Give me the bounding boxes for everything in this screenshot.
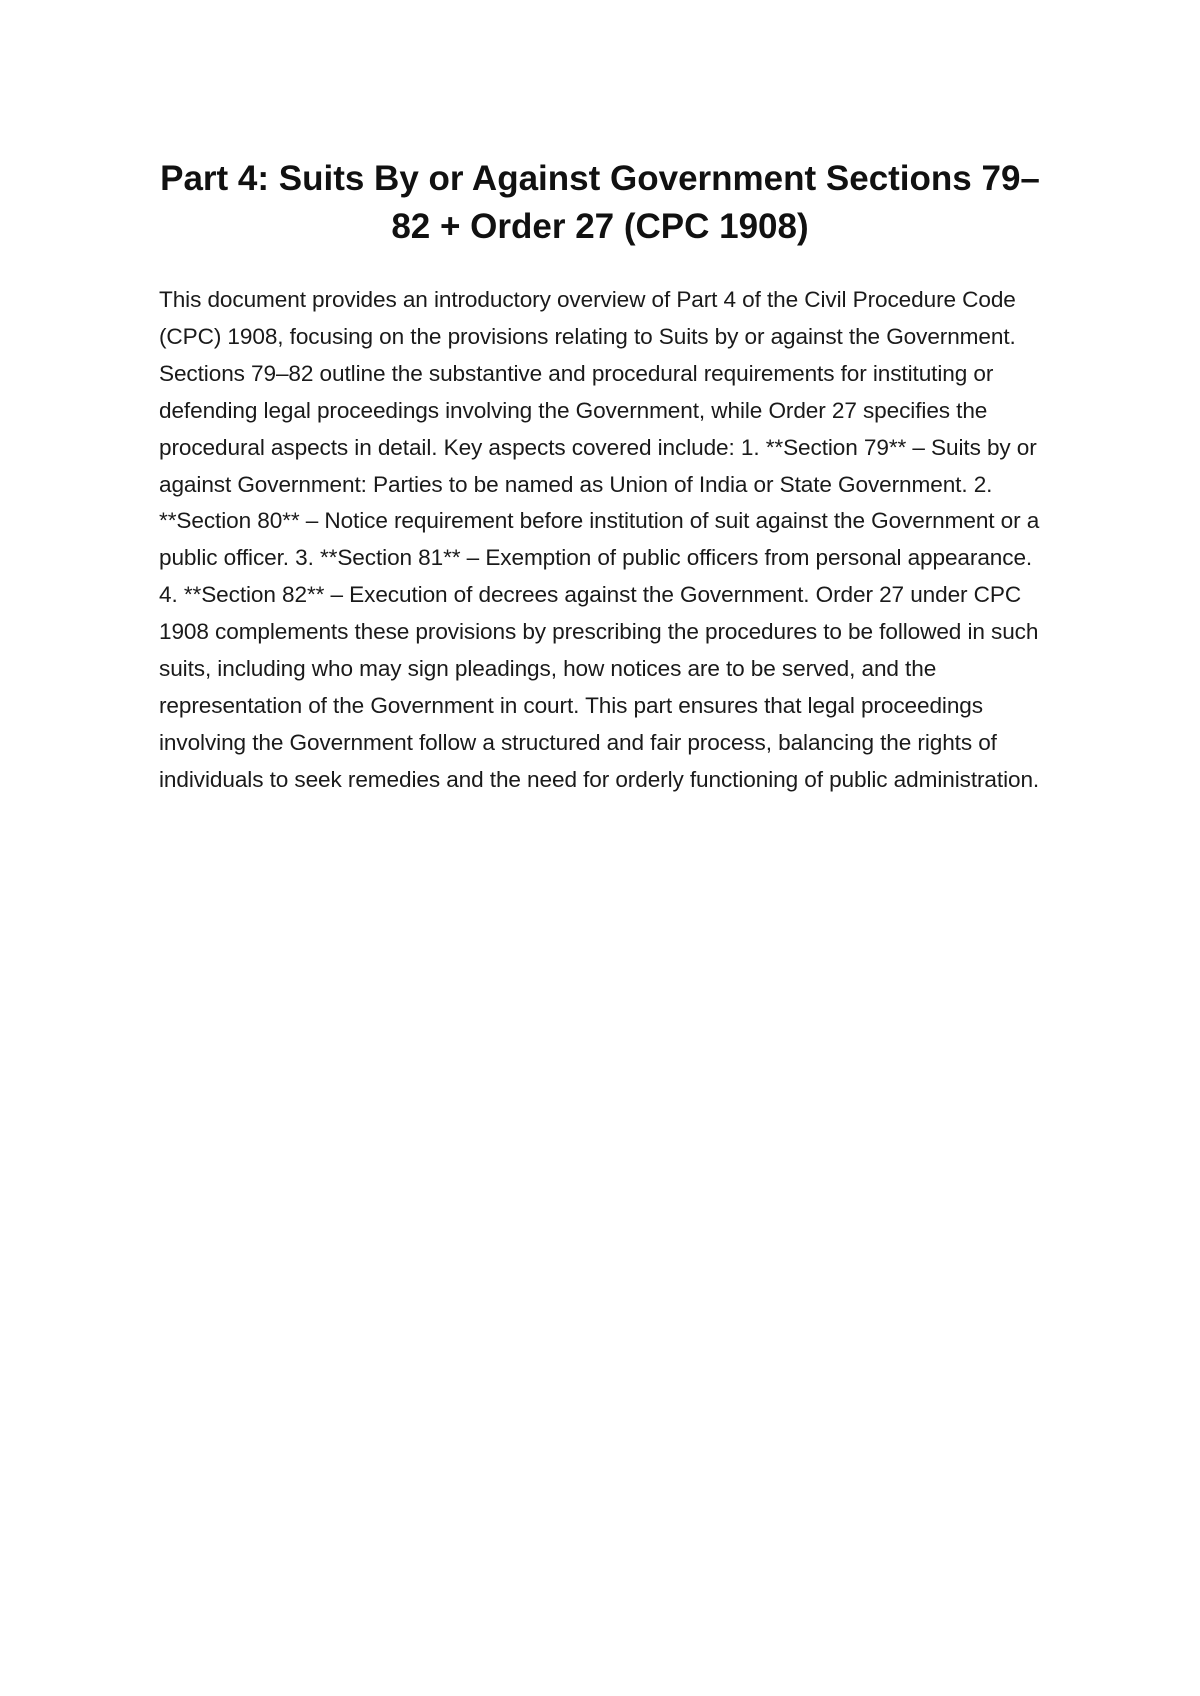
document-title: Part 4: Suits By or Against Government Sections 79–82 + Order 27 (CPC 1908)	[160, 159, 1040, 246]
document-body-paragraph: This document provides an introductory overview of Part 4 of the Civil Procedure Code (CPC) 1908, focusing on the provisions relating to Suits by or against the Government. Sections 79–82 outline the substantive and procedural requirements for instituting or defending legal proceedings involving the Government, while Order 27 specifies the procedural aspects in detail. Key aspects covered include: 1. **Section 79** – Suits by or against Government: Parties to be named as Union of India or State Government. 2. **Section 80** – Notice requirement before institution of suit against the Government or a public officer. 3. **Section 81** – Exemption of public officers from personal appearance. 4. **Section 82** – Execution of decrees against the Government. Order 27 under CPC 1908 complements these provisions by prescribing the procedures to be followed in such suits, including who may sign pleadings, how notices are to be served, and the representation of the Government in court. This part ensures that legal proceedings involving the Government follow a structured and fair process, balancing the rights of individuals to seek remedies and the need for orderly functioning of public administration.	[159, 287, 1040, 792]
